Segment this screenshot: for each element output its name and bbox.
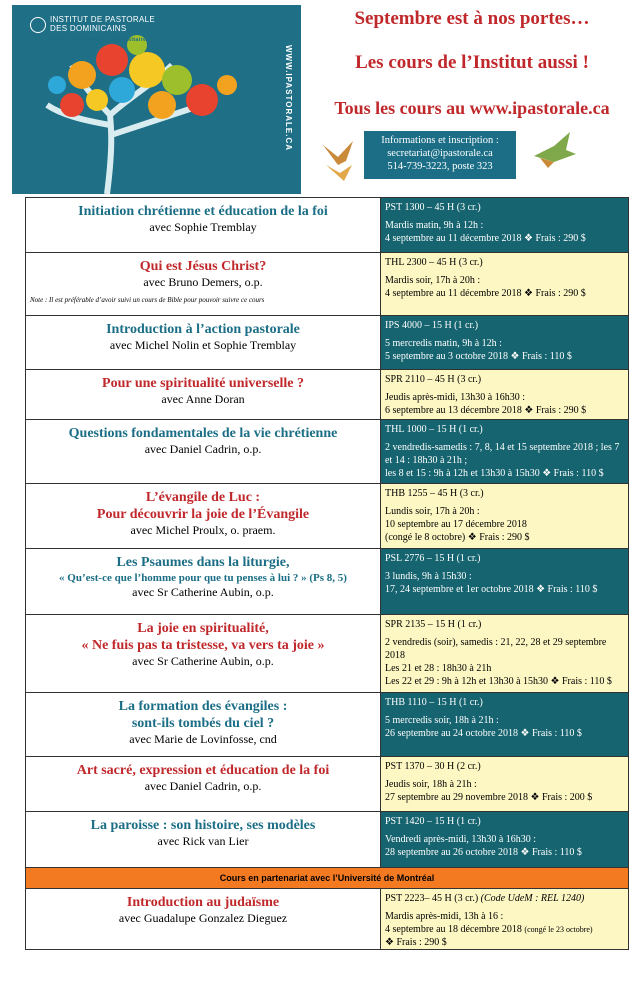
course-professor: avec Michel Proulx, o. praem. — [130, 523, 276, 537]
course-professor: avec Sr Catherine Aubin, o.p. — [132, 654, 274, 668]
course-row — [26, 889, 628, 949]
course-professor: avec Guadalupe Gonzalez Dieguez — [118, 911, 288, 925]
course-code: PST 2223– 45 H (3 cr.) (Code UdeM : REL 1240) — [385, 893, 585, 904]
course-title-line2: sont-ils tombés du ciel ? — [131, 716, 275, 731]
course-dates: 4 septembre au 11 décembre 2018 ❖ Frais : 290 $ — [385, 233, 586, 244]
course-schedule: Vendredi après-midi, 13h30 à 16h30 : — [385, 834, 537, 845]
course-schedule: Mardis après-midi, 13h à 16 : — [385, 911, 504, 922]
course-title-line2: Pour découvrir la joie de l’Évangile — [96, 507, 310, 522]
course-professor: avec Rick van Lier — [157, 834, 249, 848]
course-row — [26, 812, 628, 868]
headline-3: Tous les cours au www.ipastorale.ca — [334, 98, 610, 118]
course-title: L’évangile de Luc : — [145, 490, 261, 505]
institute-name: INSTITUT DE PASTORALE DES DOMINICAINS Centre de formation universitaire — [50, 15, 155, 43]
partnership-banner: Cours en partenariat avec l’Université de Montréal — [26, 868, 628, 889]
course-code: SPR 2110 – 45 H (3 cr.) — [385, 374, 482, 385]
course-title: La paroisse : son histoire, ses modèles — [90, 818, 316, 833]
course-title: Pour une spiritualité universelle ? — [102, 376, 304, 391]
course-subtitle: « Qu’est-ce que l’homme pour que tu penses à lui ? » (Ps 8, 5) — [59, 572, 347, 584]
course-fee: ❖ Frais : 290 $ — [385, 937, 447, 948]
course-dates: 4 septembre au 18 décembre 2018 (congé le 23 octobre) — [385, 924, 593, 935]
course-professor: avec Michel Nolin et Sophie Tremblay — [109, 338, 297, 352]
course-table — [25, 197, 629, 950]
course-title-line2: « Ne fuis pas ta tristesse, va vers ta joie » — [81, 638, 325, 653]
course-code: PST 1420 – 15 H (1 cr.) — [385, 816, 481, 827]
course-dates-note: (congé le 23 octobre) — [524, 925, 593, 934]
course-professor: avec Sr Catherine Aubin, o.p. — [132, 585, 274, 599]
course-schedule: 5 mercredis matin, 9h à 12h : — [385, 338, 502, 349]
course-professor: avec Daniel Cadrin, o.p. — [144, 779, 262, 793]
course-code: PST 1300 – 45 H (3 cr.) — [385, 202, 481, 213]
course-schedule: 2 vendredis (soir), samedis : 21, 22, 28 et 29 septembre 2018 — [385, 637, 607, 661]
course-professor: avec Marie de Lovinfosse, cnd — [129, 732, 277, 746]
course-schedule: 5 mercredis soir, 18h à 21h : — [385, 715, 499, 726]
course-dates: 4 septembre au 11 décembre 2018 ❖ Frais : 290 $ — [385, 288, 586, 299]
course-professor: avec Sophie Tremblay — [149, 220, 257, 234]
institute-logo-icon — [30, 17, 46, 33]
bird-icon — [318, 135, 360, 187]
course-title: Questions fondamentales de la vie chrétienne — [68, 426, 338, 441]
course-schedule: Jeudis après-midi, 13h30 à 16h30 : — [385, 392, 525, 403]
course-title: Les Psaumes dans la liturgie, — [116, 555, 290, 570]
course-title: Qui est Jésus Christ? — [139, 259, 267, 274]
course-row — [26, 370, 628, 420]
course-code: IPS 4000 – 15 H (1 cr.) — [385, 320, 479, 331]
course-schedule: Jeudis soir, 18h à 21h : — [385, 779, 477, 790]
course-code: THB 1255 – 45 H (3 cr.) — [385, 488, 484, 499]
course-dates: 26 septembre au 24 octobre 2018 ❖ Frais : 110 $ — [385, 728, 582, 739]
course-row — [26, 316, 628, 370]
course-dates: 6 septembre au 13 décembre 2018 ❖ Frais : 290 $ — [385, 405, 587, 416]
course-row — [26, 693, 628, 757]
course-professor: avec Bruno Demers, o.p. — [143, 275, 263, 289]
course-title: Introduction au judaïsme — [126, 895, 280, 910]
course-title: Art sacré, expression et éducation de la foi — [76, 763, 330, 778]
poster-image — [12, 5, 301, 194]
course-title: Initiation chrétienne et éducation de la foi — [78, 204, 328, 219]
course-row — [26, 615, 628, 693]
course-schedule: Mardis soir, 17h à 20h : — [385, 275, 481, 286]
course-note: Note : Il est préférable d’avoir suivi un cours de Bible pour pouvoir suivre ce cours — [30, 296, 265, 304]
course-code: THL 2300 – 45 H (3 cr.) — [385, 257, 483, 268]
course-schedule: Mardis matin, 9h à 12h : — [385, 220, 484, 231]
course-code: THB 1110 – 15 H (1 cr.) — [385, 697, 483, 708]
udem-code: (Code UdeM : REL 1240) — [480, 893, 585, 904]
course-dates: 17, 24 septembre et 1er octobre 2018 ❖ Frais : 110 $ — [385, 584, 598, 595]
course-row — [26, 549, 628, 615]
course-professor: avec Daniel Cadrin, o.p. — [144, 442, 262, 456]
course-row — [26, 757, 628, 812]
headline-1: Septembre est à nos portes… — [354, 8, 590, 29]
info-box: Informations et inscription : secretariat@ipastorale.ca 514-739-3223, poste 323 — [364, 131, 516, 179]
course-title: Introduction à l’action pastorale — [106, 322, 300, 337]
course-code: PSL 2776 – 15 H (1 cr.) — [385, 553, 481, 564]
course-code: PST 1370 – 30 H (2 cr.) — [385, 761, 481, 772]
course-row — [26, 484, 628, 549]
email-link[interactable]: secretariat@ipastorale.ca — [387, 148, 493, 159]
course-dates: 10 septembre au 17 décembre 2018 — [385, 519, 527, 530]
course-title: La joie en spiritualité, — [137, 621, 269, 636]
course-dates: 27 septembre au 29 novembre 2018 ❖ Frais : 200 $ — [385, 792, 593, 803]
course-code: THL 1000 – 15 H (1 cr.) — [385, 424, 483, 435]
course-title: La formation des évangiles : — [118, 699, 288, 714]
course-dates: 5 septembre au 3 octobre 2018 ❖ Frais : 110 $ — [385, 351, 572, 362]
poster-url: WWW.IPASTORALE.CA — [284, 45, 293, 152]
bird-icon — [530, 128, 578, 172]
course-dates: 28 septembre au 26 octobre 2018 ❖ Frais : 110 $ — [385, 847, 582, 858]
course-schedule: 2 vendredis-samedis : 7, 8, 14 et 15 septembre 2018 ; les 7 et 14 : 18h30 à 21h ; — [385, 442, 620, 466]
course-row — [26, 198, 628, 253]
course-dates: les 8 et 15 : 9h à 12h et 13h30 à 15h30 ❖ Frais : 110 $ — [385, 468, 604, 479]
headline-2: Les cours de l’Institut aussi ! — [355, 52, 589, 73]
course-row — [26, 420, 628, 484]
course-row — [26, 253, 628, 316]
course-schedule: 3 lundis, 9h à 15h30 : — [385, 571, 472, 582]
course-dates-note: (congé le 8 octobre) ❖ Frais : 290 $ — [385, 532, 530, 543]
course-dates-note: Les 22 et 29 : 9h à 12h et 13h30 à 15h30 ❖ Frais : 110 $ — [385, 676, 612, 687]
course-schedule: Lundis soir, 17h à 20h : — [385, 506, 480, 517]
course-dates: Les 21 et 28 : 18h30 à 21h — [385, 663, 492, 674]
course-code: SPR 2135 – 15 H (1 cr.) — [385, 619, 482, 630]
course-professor: avec Anne Doran — [161, 392, 245, 406]
